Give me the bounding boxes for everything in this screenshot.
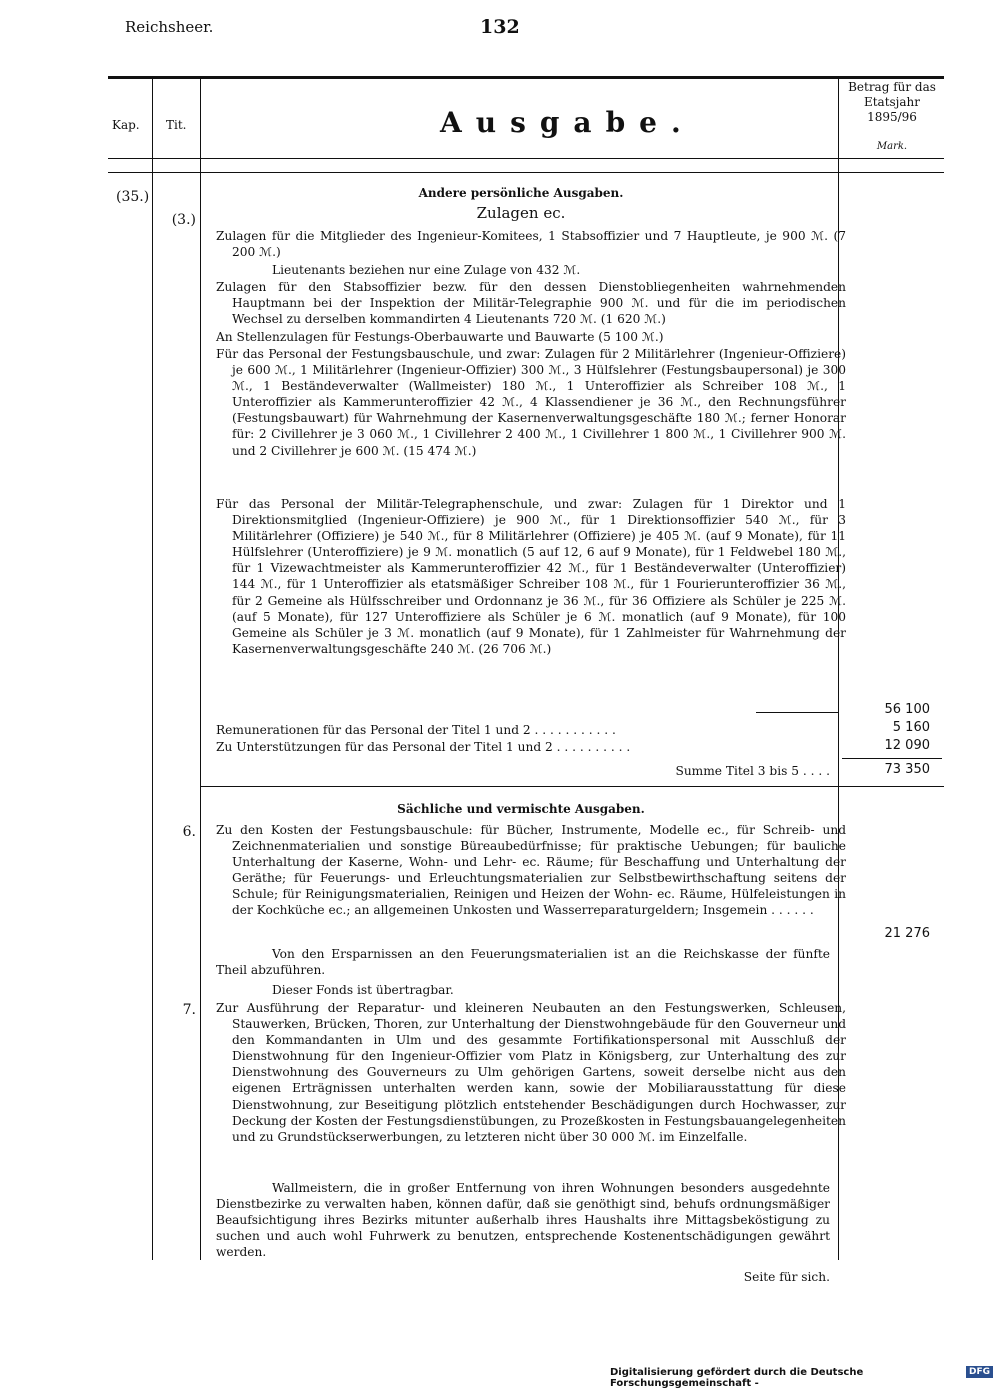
note-lieutenants: Lieutenants beziehen nur eine Zulage von 432 ℳ. — [272, 263, 581, 277]
note-titel-6-ersparnisse: Von den Ersparnissen an den Feuerungsmaterialien ist an die Reichskasse der fünfte Theil abzuführen. — [216, 947, 830, 978]
titel-number-6: 6. — [182, 824, 196, 840]
titel-number-3: (3.) — [171, 212, 196, 228]
column-header-tit: Tit. — [166, 118, 187, 132]
amount-unterstuetzungen: 12 090 — [884, 738, 930, 753]
continued-note: Seite für sich. — [743, 1270, 830, 1284]
column-divider-tit — [200, 78, 201, 1260]
section-title-saechliche: Sächliche und vermischte Ausgaben. — [397, 802, 645, 816]
column-header-kap: Kap. — [112, 118, 140, 132]
footer-credit: Digitalisierung gefördert durch die Deutsche Forschungsgemeinschaft - — [610, 1367, 864, 1389]
header-rule — [108, 158, 944, 159]
paragraph-telegraphie: Zulagen für den Stabsoffizier bezw. für den dessen Dienstobliegenheiten wahrnehmenden Hauptmann bei der Inspektion der Militär-Telegraphie 900 ℳ. und für die im periodischen Wechsel zu derselben kommandirten 4 Lieutenants 720 ℳ. (1 620 ℳ.) — [216, 280, 846, 327]
section-subtitle-zulagen: Zulagen ec. — [476, 204, 566, 222]
subtotal-rule — [756, 712, 838, 713]
column-divider-kap — [152, 78, 153, 1260]
kapitel-number: (35.) — [116, 189, 150, 205]
paragraph-titel-7: Zur Ausführung der Reparatur- und kleineren Neubauten an den Festungswerken, Schleusen, Stauwerken, Brücken, Thoren, zur Unterhaltung der Dienstwohngebäude für den Gouverneur und den Kommandanten in Ulm und des gesammte Fortifikationspersonal mit Ausschluß der Dienstwohnung für den Ingenieur-Offizier vom Platz in Königsberg, zur Unterhaltung des zur Dienstwohnung des Gouverneurs zu Ulm gehörigen Gartens, soweit derselbe nicht aus den eigenen Erträgnissen unterhalten werden kann, sowie der Mobiliarausstattung für diese Dienstwohnung, zur Beseitigung plötzlich entstehender Beschädigungen durch Hochwasser, zur Deckung der Kosten der Festungsdienstübungen, zu Prozeßkosten in Festungsbauangelegenheiten und zu Grundstückserwerbungen, zu letzteren nicht über 30 000 ℳ. im Einzelfalle. — [216, 1001, 846, 1144]
amount-summe: 73 350 — [884, 762, 930, 777]
amount-remunerationen: 5 160 — [892, 720, 930, 735]
line-unterstuetzungen: Zu Unterstützungen für das Personal der Titel 1 und 2 . . . . . . . . . . — [216, 740, 631, 754]
note-titel-7-wallmeister: Wallmeistern, die in großer Entfernung von ihren Wohnungen besonders ausgedehnte Dienstbezirke zu verwalten haben, können dafür, daß sie genöthigt sind, behufs ordnungsmäßiger Beaufsichtigung ihres Bezirks mitunter außerhalb ihres Haushalts ihre Mittagsbeköstigung zu suchen und auch wohl Fuhrwerk zu benutzen, entsprechende Kostenentschädigungen gewährt werden. — [216, 1181, 830, 1260]
running-header: Reichsheer. — [125, 18, 214, 36]
column-header-betrag: Betrag für das Etatsjahr 1895/96 — [848, 80, 936, 124]
paragraph-telegraphenschule: Für das Personal der Militär-Telegraphenschule, und zwar: Zulagen für 1 Direktor und 1 Direktionsmitglied (Ingenieur-Offiziere) je 900 ℳ., für 1 Direktionsoffizier 540 ℳ., für 3 Militärlehrer (Offiziere) je 540 ℳ., für 8 Militärlehrer (Offiziere) je 405 ℳ. (auf 9 Monate), für 11 Hülfslehrer (Unteroffiziere) je 9 ℳ. monatlich (5 auf 12, 6 auf 9 Monate), für 1 Feldwebel 180 ℳ., für 1 Vizewachtmeister als Kammerunteroffizier 42 ℳ., für 1 Beständeverwalter (Unteroffizier) 144 ℳ., für 1 Unteroffizier als etatsmäßiger Schreiber 108 ℳ., für 1 Fourierunteroffizier 36 ℳ., für 2 Gemeine als Hülfsschreiber und Ordonnanz je 36 ℳ., für 36 Offiziere als Schüler je 225 ℳ. (auf 5 Monate), für 127 Unteroffiziere als Schüler je 6 ℳ. monatlich (auf 9 Monate), für 100 Gemeine als Schüler je 3 ℳ. monatlich (auf 9 Monate), für 1 Zahlmeister für Wahrnehmung der Kasernenverwaltungsgeschäfte 240 ℳ. (26 706 ℳ.) — [216, 497, 846, 656]
dfg-logo: DFG — [966, 1366, 993, 1378]
titel-number-7: 7. — [182, 1002, 196, 1018]
line-summe: Summe Titel 3 bis 5 . . . . — [675, 764, 830, 778]
top-rule — [108, 76, 944, 79]
amount-zulagen: 56 100 — [884, 702, 930, 717]
paragraph-ingenieur-komitee: Zulagen für die Mitglieder des Ingenieur-Komitees, 1 Stabsoffizier und 7 Hauptleute, je 900 ℳ. (7 200 ℳ.) — [216, 229, 846, 260]
column-header-ausgabe: Ausgabe. — [440, 106, 695, 139]
header-rule-2 — [108, 172, 944, 173]
sum-rule — [842, 758, 942, 759]
paragraph-festungsbauschule: Für das Personal der Festungsbauschule, und zwar: Zulagen für 2 Militärlehrer (Ingenieur-Offiziere) je 600 ℳ., 1 Militärlehrer (Ingenieur-Offizier) 300 ℳ., 3 Hülfslehrer (Festungsbaupersonal) je 300 ℳ., 1 Beständeverwalter (Wallmeister) 180 ℳ., 1 Unteroffizier als Schreiber 108 ℳ., 1 Unteroffizier als Kammerunteroffizier 42 ℳ., 4 Klassendiener je 36 ℳ., den Rechnungsführer (Festungsbauwart) für Wahrnehmung der Kasernenverwaltungsgeschäfte 180 ℳ.; ferner Honorar für: 2 Civillehrer je 3 060 ℳ., 1 Civillehrer 2 400 ℳ., 1 Civillehrer 1 800 ℳ., 1 Civillehrer 900 ℳ. und 2 Civillehrer je 600 ℳ. (15 474 ℳ.) — [216, 347, 846, 458]
line-remunerationen: Remunerationen für das Personal der Titel 1 und 2 . . . . . . . . . . . — [216, 723, 616, 737]
section-title-personal: Andere persönliche Ausgaben. — [418, 186, 624, 200]
note-titel-6-uebertragbar: Dieser Fonds ist übertragbar. — [272, 983, 454, 997]
amount-titel-6: 21 276 — [884, 926, 930, 941]
paragraph-titel-6: Zu den Kosten der Festungsbauschule: für Bücher, Instrumente, Modelle ec., für Schreib- und Zeichnenmaterialien und sonstige Büreaubedürfnisse; für praktische Uebungen; für bauliche Unterhaltung der Kaserne, Wohn- und Lehr- ec. Räume; für Beschaffung und Unterhaltung der Geräthe; für Feuerungs- und Erleuchtungsmaterialien zur Selbstbewirthschaftung seitens der Schule; für Reinigungsmaterialien, Reinigen und Heizen der Wohn- ec. Räume, Hülfeleistungen in der Kochküche ec.; an allgemeinen Unkosten und Wasserreparaturgeldern; Insgemein . . . . . . — [216, 823, 846, 918]
paragraph-stellenzulagen: An Stellenzulagen für Festungs-Oberbauwarte und Bauwarte (5 100 ℳ.) — [216, 330, 664, 344]
section-rule — [200, 786, 944, 787]
page-number: 132 — [480, 16, 520, 38]
column-header-unit: Mark. — [876, 141, 908, 152]
